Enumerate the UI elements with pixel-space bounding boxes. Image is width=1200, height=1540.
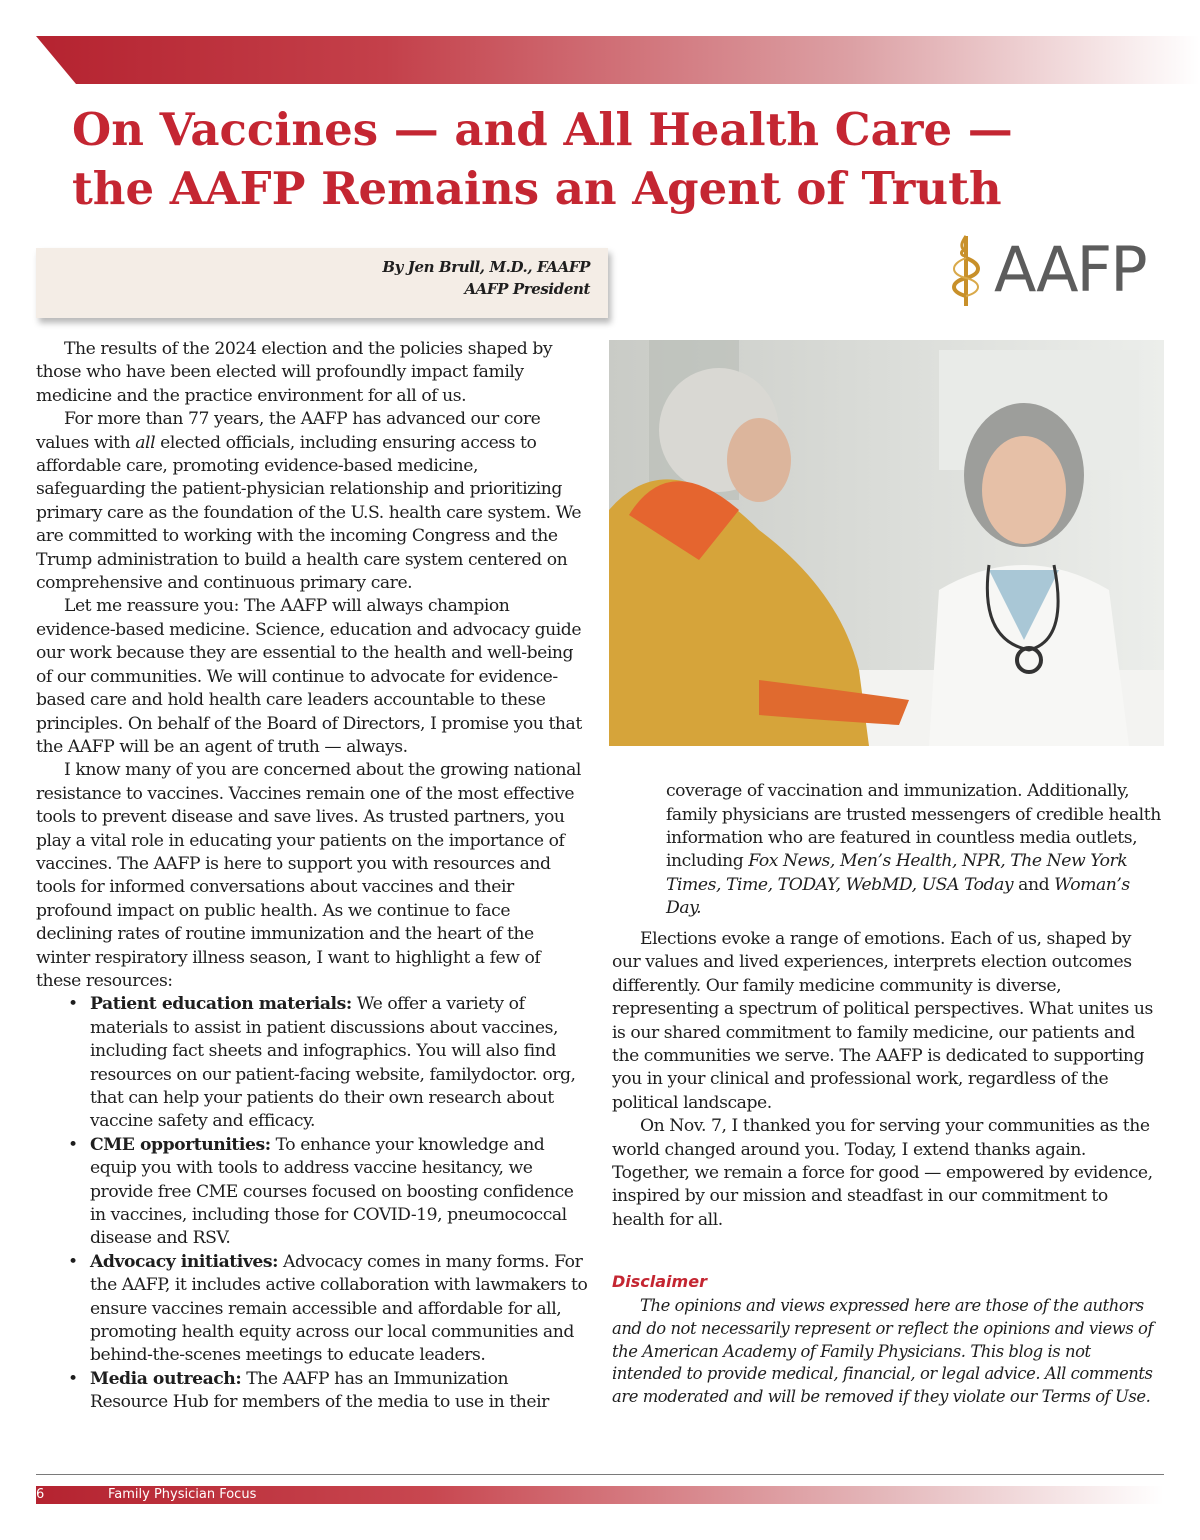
doctor-patient-photo [609, 340, 1164, 746]
title-line-2: the AAFP Remains an Agent of Truth [72, 162, 1002, 215]
paragraph: For more than 77 years, the AAFP has advanced our core values with all elected officials, including ensuring access to affordable care, promoting evidence-based medicine, safeguarding the patient-physician relationship and prioritizing primary care as the foundation of the U.S. health care system. We are committed to working with the incoming Congress and the Trump administration to build a health care system centered on comprehensive and continuous primary care. [36, 409, 582, 594]
header-banner [36, 36, 1200, 84]
aafp-logo [942, 232, 1162, 308]
paragraph: Elections evoke a range of emotions. Each of us, shaped by our values and lived experiences, interprets election outcomes differently. Our family medicine community is diverse, representing a spectrum of political perspectives. What unites us is our shared commitment to family medicine, our patients and the communities we serve. The AAFP is dedicated to supporting you in your clinical and professional work, regardless of the political landscape. [612, 929, 1153, 1113]
list-item: • Patient education materials: We offer a variety of materials to assist in patient discussions about vaccines, including fact sheets and infographics. You will also find resources on our patient-facing website, familydoctor. org, that can help your patients do their own research about vaccine safety and efficacy. [90, 993, 588, 1133]
byline [382, 256, 590, 300]
paragraph: I know many of you are concerned about the growing national resistance to vaccines. Vaccines remain one of the most effective tools to prevent disease and save lives. As trusted partners, you play a vital role in educating your patients on the importance of vaccines. The AAFP is here to support you with resources and tools for informed conversations about vaccines and their profound impact on public health. As we continue to face declining rates of routine immunization and the heart of the winter respiratory illness season, I want to highlight a few of these resources: [36, 760, 581, 991]
paragraph: coverage of vaccination and immunization. Additionally, family physicians are trusted messengers of credible health information who are featured in countless media outlets, including Fox News, Men’s Health, NPR, The New York Times, Time, TODAY, WebMD, USA Today and Woman’s Day. [666, 781, 1161, 919]
byline-role: AAFP President [464, 280, 590, 298]
disclaimer-text: The opinions and views expressed here are those of the authors and do not necessarily represent or reflect the opinions and views of the American Academy of Family Physicians. This blog is not intended to provide medical, financial, or legal advice. All comments are moderated and will be removed if they violate our Terms of Use. [612, 1296, 1154, 1407]
article-title [72, 100, 1172, 218]
footer-divider [36, 1474, 1164, 1475]
paragraph: The results of the 2024 election and the policies shaped by those who have been elected will profoundly impact family medicine and the practice environment for all of us. [36, 339, 553, 406]
logo-text: AAFP [994, 233, 1146, 306]
paragraph: On Nov. 7, I thanked you for serving your communities as the world changed around you. Today, I extend thanks again. Together, we remain a force for good — empowered by evidence, inspired by our mission and steadfast in our commitment to health for all. [612, 1116, 1153, 1230]
list-item: • CME opportunities: To enhance your knowledge and equip you with tools to address vaccine hesitancy, we provide free CME courses focused on boosting confidence in vaccines, including those for COVID-19, pneumococcal disease and RSV. [90, 1134, 588, 1251]
disclaimer-title: Disclaimer [612, 1272, 707, 1291]
list-item: • Media outreach: The AAFP has an Immunization Resource Hub for members of the media to use in their [90, 1368, 588, 1415]
list-item: • Advocacy initiatives: Advocacy comes in many forms. For the AAFP, it includes active collaboration with lawmakers to ensure vaccines remain accessible and affordable for all, promoting health equity across our local communities and behind-the-scenes meetings to educate leaders. [90, 1251, 588, 1368]
paragraph: Let me reassure you: The AAFP will always champion evidence-based medicine. Science, education and advocacy guide our work because they are essential to the health and well-being of our communities. We will continue to advocate for evidence-based care and hold health care leaders accountable to these principles. On behalf of the Board of Directors, I promise you that the AAFP will be an agent of truth — always. [36, 596, 582, 757]
byline-box [36, 248, 608, 318]
byline-author: By Jen Brull, M.D., FAAFP [382, 258, 590, 276]
caduceus-icon [942, 232, 990, 308]
title-line-1: On Vaccines — and All Health Care — [72, 103, 1013, 156]
article-column-right [612, 928, 1164, 1232]
article-column-left [36, 338, 588, 1415]
page-number: 6 [36, 1487, 45, 1502]
photo-illustration [609, 340, 1164, 746]
list-item-continued [666, 763, 1166, 938]
resources-list [36, 993, 588, 1414]
publication-title: Family Physician Focus [108, 1487, 257, 1502]
